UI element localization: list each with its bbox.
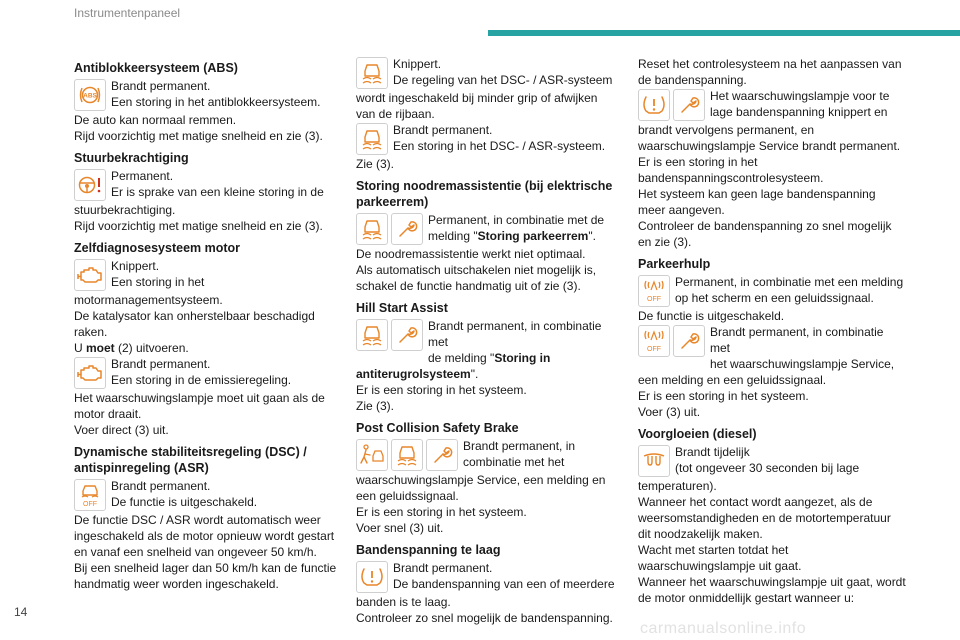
- column-2: [356, 56, 620, 626]
- header-title: Instrumentenpaneel: [74, 6, 181, 20]
- engine-warning-icon: [74, 259, 106, 291]
- tyre-line-1: Brandt permanent.: [393, 561, 493, 575]
- engine-flash-line-1: Knippert.: [111, 259, 160, 273]
- column-1: [74, 56, 338, 592]
- parking-sensor-off-icon: [638, 325, 670, 357]
- parking-sensor-off-icon: [638, 275, 670, 307]
- dsc-off-line-2: De functie is uitgeschakeld.: [111, 495, 258, 509]
- engine-perm-line-1: Brandt permanent.: [111, 357, 211, 371]
- glow-line-1: Brandt tijdelijk: [675, 445, 750, 459]
- engine-perm-text-3: Voer direct (3) uit.: [74, 423, 169, 437]
- dsc-flash-line-2: De regeling van het DSC- / ASR-systeem: [393, 73, 613, 87]
- brake-assist-text-2: Als automatisch uitschakelen niet mogelijk is, schakel de functie handmatig uit of zie (3).: [356, 263, 597, 293]
- brake-assist-heading: Storing noodremassistentie (bij elektrische parkeerrem): [356, 179, 613, 209]
- tyre-pressure-icon: [638, 89, 670, 121]
- tyre-system-text-2: Het systeem kan geen lage bandenspanning meer aangeven.: [638, 187, 876, 217]
- dsc-perm-line-1: Brandt permanent.: [393, 123, 493, 137]
- abs-text-1: De auto kan normaal remmen.: [74, 113, 237, 127]
- dsc-perm-text: Zie (3).: [356, 157, 395, 171]
- hill-start-line-2: de melding "Storing in antiterugrolsysteem".: [356, 351, 551, 381]
- wrench-icon: [673, 89, 705, 121]
- hill-start-text-2: Zie (3).: [356, 399, 395, 413]
- hill-start-heading: Hill Start Assist: [356, 301, 448, 315]
- column-3: [638, 56, 906, 606]
- parking-fault-text-1: Er is een storing in het systeem.: [638, 389, 809, 403]
- svg-text:ABS: ABS: [83, 92, 97, 100]
- tyre-system-text-3: Controleer de bandenspanning zo snel mogelijk en zie (3).: [638, 219, 892, 249]
- steering-wheel-warning-icon: [74, 169, 106, 201]
- engine-flash-line-2: Een storing in het: [111, 275, 205, 289]
- steering-entry: [74, 168, 338, 218]
- watermark: carmanualsonline.info: [640, 620, 807, 637]
- dsc-perm-entry: [356, 122, 620, 156]
- parking-off-entry: [638, 274, 906, 308]
- hill-start-entry: [356, 318, 620, 382]
- dsc-skid-icon: [356, 319, 388, 351]
- hill-start-line-1: Brandt permanent, in combinatie met: [428, 319, 602, 349]
- parking-off-line-1: Permanent, in combinatie met een melding: [675, 275, 904, 289]
- dsc-flash-line-1: Knippert.: [393, 57, 442, 71]
- glow-heading: Voorgloeien (diesel): [638, 427, 757, 441]
- steering-line-3: stuurbekrachtiging.: [74, 203, 176, 217]
- parking-fault-line-1: Brandt permanent, in combinatie met: [710, 325, 884, 355]
- glow-line-3: temperaturen).: [638, 479, 717, 493]
- dsc-text-1: De functie DSC / ASR wordt automatisch weer ingeschakeld als de motor opnieuw wordt gestart en vanaf een snelheid van ongeveer 50 km/h.: [74, 513, 335, 559]
- pcb-line-2: combinatie met het: [463, 455, 565, 469]
- glow-text-2: Wacht met starten totdat het waarschuwingslampje uit gaat.: [638, 543, 802, 573]
- steering-line-2: Er is sprake van een kleine storing in de: [111, 185, 324, 199]
- pcb-entry: [356, 438, 620, 504]
- tyre-system-entry: [638, 88, 906, 154]
- dsc-off-icon: [74, 479, 106, 511]
- tyre-system-line-1: Het waarschuwingslampje voor te: [710, 89, 890, 103]
- parking-heading: Parkeerhulp: [638, 257, 711, 271]
- tyre-reset-text: Reset het controlesysteem na het aanpassen van de bandenspanning.: [638, 57, 902, 87]
- steering-text-1: Rijd voorzichtig met matige snelheid en zie (3).: [74, 219, 323, 233]
- dsc-skid-icon: [356, 123, 388, 155]
- pcb-line-3: waarschuwingslampje Service, een melding en een geluidssignaal.: [356, 473, 606, 503]
- wrench-icon: [391, 213, 423, 245]
- pcb-text-2: Voer snel (3) uit.: [356, 521, 444, 535]
- abs-warning-icon: [74, 79, 106, 111]
- brake-assist-line-2: melding "Storing parkeerrem".: [428, 229, 596, 243]
- svg-text:OFF: OFF: [83, 501, 97, 508]
- dsc-skid-icon: [391, 439, 423, 471]
- tyre-system-line-2: lage bandenspanning knippert en: [710, 105, 888, 119]
- tyre-entry: [356, 560, 620, 610]
- parking-fault-line-2: het waarschuwingslampje Service,: [710, 357, 895, 371]
- brake-assist-entry: [356, 212, 620, 246]
- wrench-icon: [426, 439, 458, 471]
- dsc-skid-icon: [356, 213, 388, 245]
- glow-entry: [638, 444, 906, 494]
- engine-perm-text-1: Het waarschuwingslampje moet uit gaan als de: [74, 391, 325, 405]
- page-number: 14: [14, 605, 28, 619]
- dsc-heading: Dynamische stabiliteitsregeling (DSC) / antispinregeling (ASR): [74, 445, 307, 475]
- tyre-line-2: De bandenspanning van een of meerdere: [393, 577, 615, 591]
- engine-text-1: De katalysator kan onherstelbaar beschadigd raken.: [74, 309, 315, 339]
- parking-fault-entry: [638, 324, 906, 388]
- engine-text-2: U moet (2) uitvoeren.: [74, 341, 189, 355]
- tyre-system-line-3: brandt vervolgens permanent, en waarschuwingslampje Service brandt permanent.: [638, 123, 901, 153]
- steering-heading: Stuurbekrachtiging: [74, 151, 189, 165]
- svg-text:OFF: OFF: [647, 296, 661, 303]
- glow-text-3: Wanneer het waarschuwingslampje uit gaat, wordt de motor onmiddellijk gestart wanneer u:: [638, 575, 906, 605]
- dsc-off-line-1: Brandt permanent.: [111, 479, 211, 493]
- parking-off-text: De functie is uitgeschakeld.: [638, 309, 785, 323]
- engine-perm-line-2: Een storing in de emissieregeling.: [111, 373, 292, 387]
- abs-entry: [74, 78, 338, 112]
- parking-fault-line-3: een melding en een geluidssignaal.: [638, 373, 827, 387]
- brake-assist-line-1: Permanent, in combinatie met de: [428, 213, 605, 227]
- glow-plug-icon: [638, 445, 670, 477]
- svg-text:OFF: OFF: [647, 346, 661, 353]
- hill-start-text-1: Er is een storing in het systeem.: [356, 383, 527, 397]
- pcb-heading: Post Collision Safety Brake: [356, 421, 519, 435]
- abs-line-1: Brandt permanent.: [111, 79, 211, 93]
- engine-heading: Zelfdiagnosesysteem motor: [74, 241, 241, 255]
- wrench-icon: [391, 319, 423, 351]
- header-accent-bar: [488, 30, 960, 36]
- tyre-pressure-icon: [356, 561, 388, 593]
- abs-text-2: Rijd voorzichtig met matige snelheid en zie (3).: [74, 129, 323, 143]
- dsc-flash-entry: [356, 56, 620, 122]
- engine-entry-flashing: [74, 258, 338, 308]
- parking-off-line-2: op het scherm en een geluidssignaal.: [675, 291, 874, 305]
- tyre-line-3: banden is te laag.: [356, 595, 451, 609]
- dsc-perm-line-2: Een storing in het DSC- / ASR-systeem.: [393, 139, 606, 153]
- wrench-icon: [673, 325, 705, 357]
- abs-line-2: Een storing in het antiblokkeersysteem.: [111, 95, 321, 109]
- brake-assist-text-1: De noodremassistentie werkt niet optimaal.: [356, 247, 586, 261]
- steering-line-1: Permanent.: [111, 169, 174, 183]
- engine-warning-icon: [74, 357, 106, 389]
- engine-perm-text-2: motor draait.: [74, 407, 142, 421]
- engine-flash-line-3: motormanagementsysteem.: [74, 293, 223, 307]
- dsc-skid-icon: [356, 57, 388, 89]
- tyre-text-1: Controleer zo snel mogelijk de bandenspanning.: [356, 611, 613, 625]
- glow-line-2: (tot ongeveer 30 seconden bij lage: [675, 461, 860, 475]
- dsc-off-entry: [74, 478, 338, 512]
- collision-icon: [356, 439, 388, 471]
- pcb-line-1: Brandt permanent, in: [463, 439, 576, 453]
- parking-fault-text-2: Voer (3) uit.: [638, 405, 701, 419]
- dsc-text-2: Bij een snelheid lager dan 50 km/h kan de functie handmatig weer worden ingeschakeld.: [74, 561, 337, 591]
- dsc-flash-text: wordt ingeschakeld bij minder grip of afwijken van de rijbaan.: [356, 91, 598, 121]
- pcb-text-1: Er is een storing in het systeem.: [356, 505, 527, 519]
- tyre-heading: Bandenspanning te laag: [356, 543, 501, 557]
- abs-heading: Antiblokkeersysteem (ABS): [74, 61, 238, 75]
- engine-entry-permanent: [74, 356, 338, 390]
- tyre-system-text-1: Er is een storing in het bandenspanningscontrolesysteem.: [638, 155, 824, 185]
- glow-text-1: Wanneer het contact wordt aangezet, als de weersomstandigheden en de motortemperatuur dit noodzakelijk maken.: [638, 495, 891, 541]
